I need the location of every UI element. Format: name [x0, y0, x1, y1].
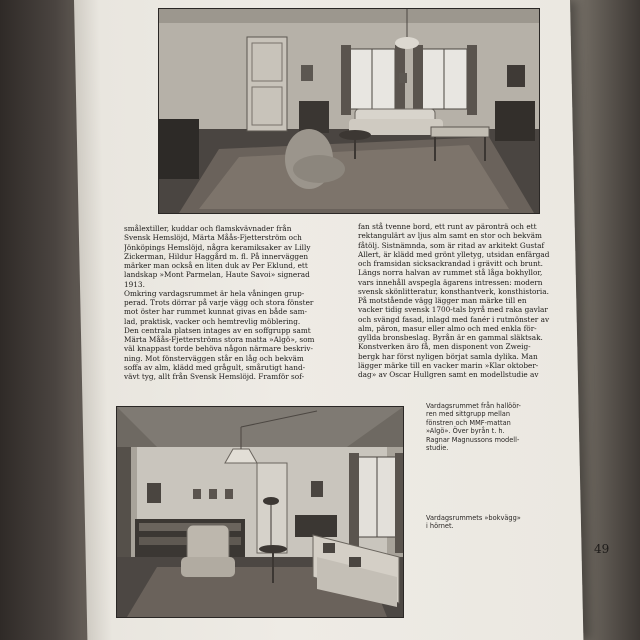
right-column-text-line: Konstverken äro få, men disponent von Zweig-	[358, 342, 531, 352]
top-room-photo	[158, 8, 540, 214]
right-column-text-line: rektangulärt av ljus alm samt en stor och bekväm	[358, 231, 542, 241]
left-column-text-line: Märta Måås-Fjetterströms stora matta »Algö», som	[124, 335, 315, 344]
caption-top-line: Ragnar Magnussons modell-	[426, 435, 520, 444]
left-column-text-line: Omkring vardagsrummet är hela våningen grup-	[124, 288, 305, 298]
caption-bottom-line: i hörnet.	[426, 522, 454, 531]
right-column-text-line: lägger märke till en vacker marin »Klar oktober-	[358, 360, 539, 370]
book-page	[74, 0, 610, 640]
right-column-text-line: gyllda bronsbeslag. Byrån är en gammal släktsak.	[358, 333, 543, 342]
text-column-left	[124, 224, 346, 381]
bottom-room-photo	[116, 406, 404, 618]
right-column-text-line: vars innehåll avspegla ägarens intressen: modern	[358, 277, 543, 287]
right-column-text-line: bergk har först nyligen börjat samla dylika. Man	[358, 351, 538, 361]
left-column-text-line: Den centrala platsen intages av en soffgrupp samt	[124, 325, 311, 335]
caption-top-line: ren med sittgrupp mellan	[426, 410, 511, 419]
left-column-text-line: väl knappast torde behöva någon närmare beskriv-	[124, 344, 313, 354]
left-column-text-line: Zickerman, Hildur Haggård m. fl. På innerväggen	[124, 251, 309, 261]
top-room-photo-image	[159, 9, 539, 213]
left-column-text-line: ning. Mot fönsterväggen står en låg och bekväm	[124, 353, 304, 363]
page-number: 49	[594, 542, 610, 556]
left-column-text-line: landskap »Mont Parmelan, Haute Savoi» signerad	[124, 270, 310, 280]
caption-top-line: studie.	[426, 444, 449, 453]
left-column-text-line: 1913.	[124, 279, 145, 289]
right-column-text-line: dag» av Oscar Hullgren samt en modellstudie av	[358, 370, 539, 379]
right-column-text-line: Längs norra halvan av rummet stå låga bokhyllor,	[358, 268, 543, 278]
left-column-text-line: smålextiller, kuddar och flamskvävnader från	[124, 224, 292, 233]
text-column-right	[358, 222, 568, 379]
caption-top-line: »Algö». Över byrån t. h.	[426, 427, 505, 436]
left-column-text-line: vävt tyg, allt från Svensk Hemslöjd. Framför sof-	[124, 372, 305, 381]
right-column-text-line: På motstående vägg lägger man märke till en	[358, 296, 527, 305]
right-column-text-line: svensk skönlitteratur, konsthantverk, konsthistoria.	[358, 286, 549, 296]
caption-top-line: fönstren och MMF-mattan	[426, 418, 511, 427]
right-column-text-line: och svängd fasad, inlagd med fanér i rutmönster av	[358, 314, 550, 324]
left-column-text-line: mot öster har rummet kunnat givas en både sam-	[124, 307, 308, 317]
caption-bottom-line: Vardagsrummets »bokvägg»	[426, 514, 521, 522]
left-column-text-line: Svensk Hemslöjd, Märta Måås-Fjetterström och	[124, 233, 302, 243]
caption-bottom-photo	[426, 514, 556, 531]
caption-top-photo	[426, 402, 556, 452]
caption-top-line: Vardagsrummet från hallöör-	[426, 402, 521, 410]
right-column-text-line: Allert, är klädd med grönt ylletyg, utsidan enfärgad	[358, 249, 550, 259]
bottom-room-photo-image	[117, 407, 403, 617]
left-column-text-line: perad. Trots dörrar på varje vägg och stora fönster	[124, 298, 314, 307]
right-column-text-line: fan stå tvenne bord, ett runt av päronträ och ett	[358, 222, 537, 231]
right-column-text-line: alm, päron, masur eller almo och med enkla för-	[358, 323, 537, 333]
left-column-text-line: lad, praktisk, vacker och hemtrevlig möblering.	[124, 316, 301, 326]
left-column-text-line: soffa av alm, klädd med grågult, smårutigt hand-	[124, 362, 306, 372]
left-column-text-line: märker man också en liten duk av Per Eklund, ett	[124, 261, 308, 270]
right-column-text-line: vacker tidig svensk 1700-tals byrå med raka gavlar	[358, 305, 548, 315]
right-column-text-line: och framsidan sicksackrandad i grävitt och brunt.	[358, 259, 543, 268]
right-column-text-line: fåtölj. Sistnämnda, som är ritad av arkitekt Gustaf	[358, 240, 545, 250]
left-column-text-line: Jönköpings Hemslöjd, några keramiksaker av Lilly	[124, 242, 311, 252]
